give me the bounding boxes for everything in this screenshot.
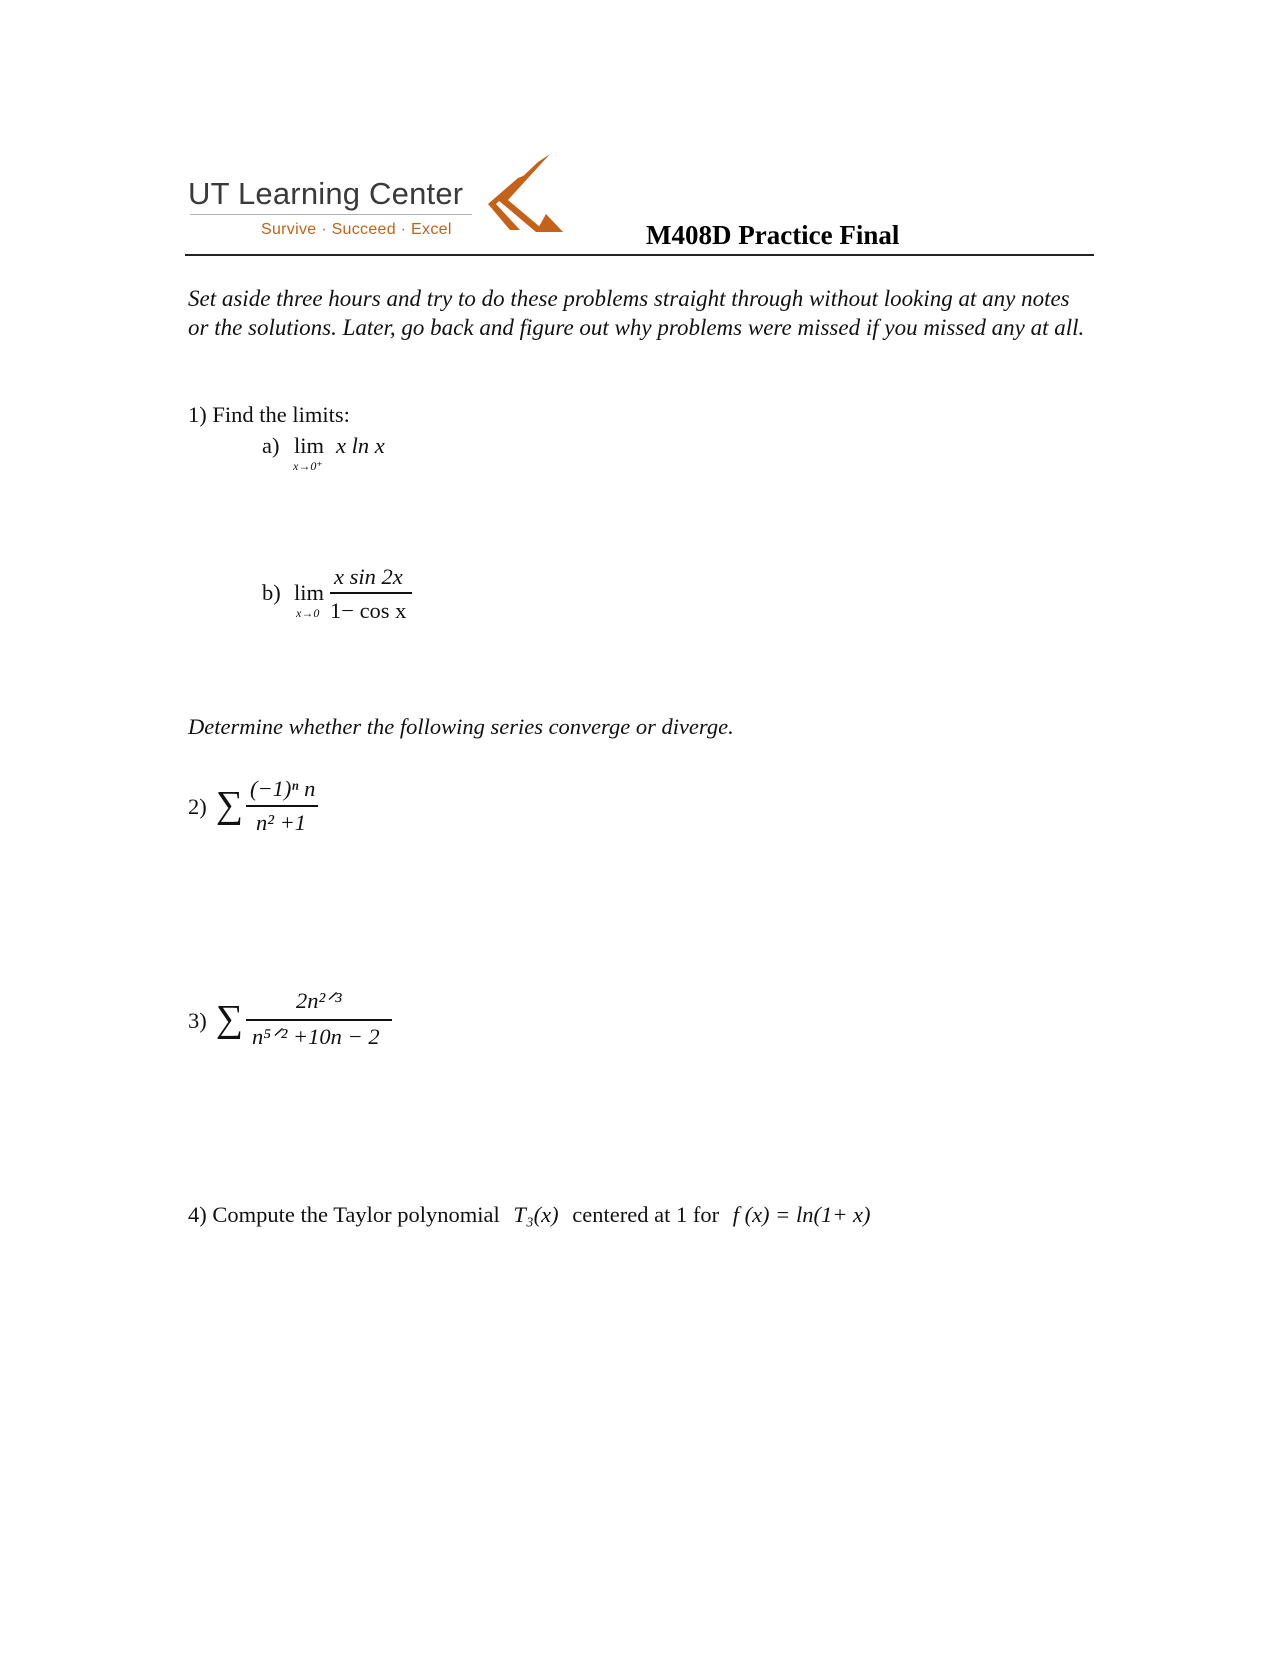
problem-1b-limit-subscript: x→0 — [296, 606, 320, 620]
problem-1b-label: b) — [262, 580, 281, 605]
document-title: M408D Practice Final — [646, 220, 900, 250]
problem-1a-limit-subscript: x→0⁺ — [293, 459, 323, 473]
problem-2-fraction-bar — [246, 805, 318, 807]
header-rule — [185, 254, 1094, 256]
intro-paragraph: Set aside three hours and try to do these problems straight through without looking at any notes or the solutions. Later, go back and figure out why problems were missed if you missed any at all. — [188, 286, 1085, 340]
problem-1-heading: 1) Find the limits: — [188, 402, 350, 427]
problem-1b-fraction-bar — [330, 592, 412, 594]
problem-2-numerator: (−1)ⁿ n — [250, 776, 316, 801]
summation-symbol: ∑ — [216, 784, 244, 826]
problem-2-label: 2) — [188, 794, 207, 819]
function-definition: f (x) = ln(1+ x) — [732, 1202, 871, 1227]
problem-1a-lim: lim — [294, 433, 325, 458]
problem-4 — [188, 1202, 871, 1228]
problem-2-denominator: n² +1 — [256, 810, 307, 835]
problem-3-fraction-bar — [246, 1019, 392, 1021]
summation-symbol: ∑ — [216, 998, 244, 1040]
problem-1a-expression: x ln x — [336, 433, 385, 458]
problem-1b-numerator: x sin 2x — [334, 564, 403, 589]
problem-3-denominator: n⁵ᐟ² +10n − 2 — [252, 1024, 380, 1049]
taylor-polynomial: T₃(x) — [513, 1202, 559, 1227]
logo-tagline: Survive · Succeed · Excel — [261, 221, 452, 238]
chevron-logo-icon — [488, 152, 563, 242]
logo-title: UT Learning Center — [188, 176, 464, 211]
problem-4-text-mid: centered at 1 for — [572, 1202, 720, 1227]
problem-1b-denominator: 1− cos x — [330, 598, 407, 623]
problem-3-label: 3) — [188, 1008, 207, 1033]
series-instruction: Determine whether the following series converge or diverge. — [188, 714, 734, 739]
problem-3-numerator: 2n²ᐟ³ — [296, 988, 342, 1013]
logo-underline — [190, 214, 472, 215]
problem-1a-label: a) — [262, 433, 280, 458]
problem-1b-lim: lim — [294, 580, 325, 605]
problem-4-text: 4) Compute the Taylor polynomial — [188, 1202, 500, 1227]
